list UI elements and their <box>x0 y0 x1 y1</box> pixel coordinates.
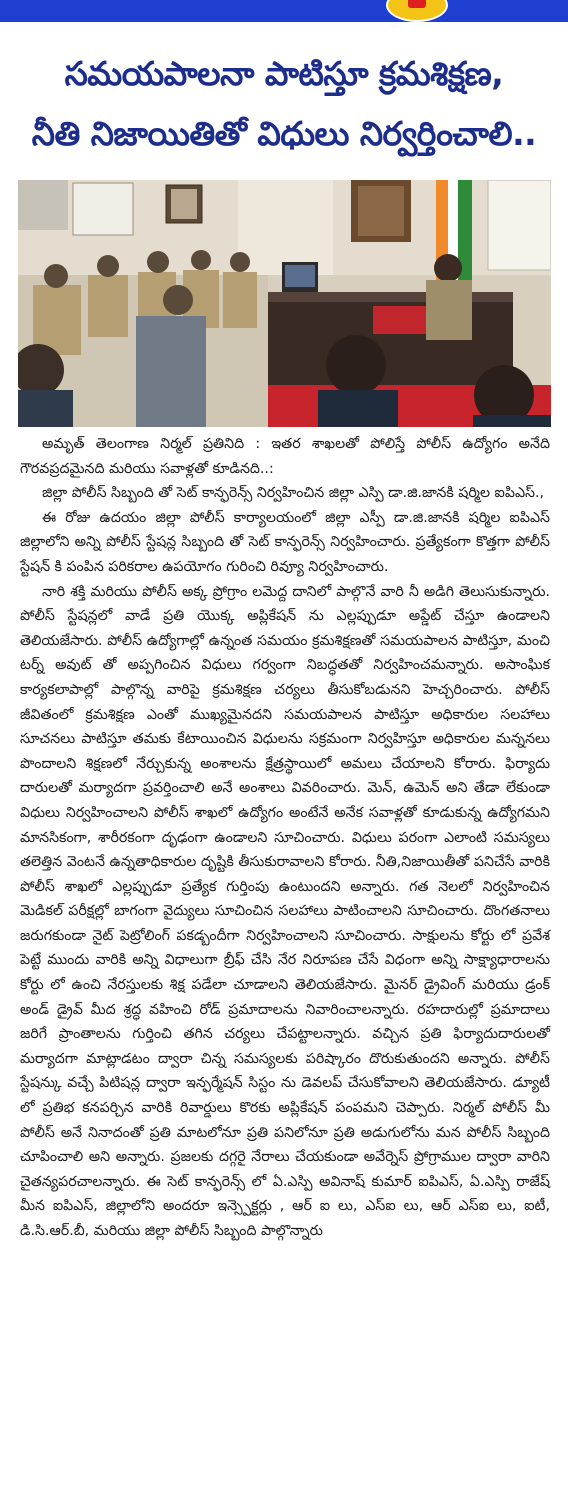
headline-line-2: నీతి నిజాయితితో విధులు నిర్వర్తించాలి.. <box>31 114 537 153</box>
article-paragraph-1: అమృత్ తెలంగాణ నిర్మల్ ప్రతినిది : ఇతర శాఖలతో పోలిస్తే పోలీస్ ఉద్యోగం అనేది గౌరవప్రదమైనది మరియు సవాళ్లతో కూడినది..: <box>20 436 550 477</box>
article-paragraph-3: ఈ రోజు ఉదయం జిల్లా పోలీస్ కార్యాలయంలో జిల్లా ఎస్పీ డా.జి.జానకి షర్మిల ఐపిఎస్ జిల్లాలోని అన్ని పోలీస్ స్టేషన్ల సిబ్బంది తో సెట్ కాన్ఫరెన్స్ నిర్వహించారు. ప్రత్యేకంగా కొత్తగా పోలీస్ స్టేషన్ కి పంపిన పరికరాల ఉపయోగం గురించి రివ్యూ నిర్వహించారు. <box>20 509 550 575</box>
masthead-band <box>0 0 568 22</box>
logo-mark <box>408 0 426 8</box>
article-paragraph-2: జిల్లా పోలీస్ సిబ్బంది తో సెట్ కాన్ఫరెన్స్ నిర్వహించిన జిల్లా ఎస్పి డా.జి.జానకి షర్మిల ఐపిఎస్., <box>42 485 545 502</box>
article-body <box>20 432 550 1244</box>
article-paragraph-4: నారి శక్తి మరియు పోలీస్ అక్క ప్రోగ్రాం లమెద్ద దానిలో పాల్గొనే వారి నీ అడిగి తెలుసుకున్నారు. పోలీస్ స్టేషన్లలో వాడే ప్రతి యొక్క అప్లికేషన్ ను ఎల్లప్పుడూ అప్డేట్ చేస్తూ ఉండాలని తెలియజేసారు. పోలీస్ ఉద్యోగాల్లో ఉన్నంత సమయం క్రమశిక్షణతో సమయపాలన పాటిస్తూ, మంచి టర్న్ అవుట్ తో అప్పగించిన విధులు గర్వంగా నిబద్ధతతో నిర్వహించమన్నారు. అసాంఘిక కార్యకలాపాల్లో పాల్గొన్న వారిపై క్రమశిక్షణ చర్యలు తీసుకోబడునని హెచ్చరించారు. పోలీస్ జీవితంలో క్రమశిక్షణ ఎంతో ముఖ్యమైనదని సమయపాలన పాటిస్తూ అధికారుల సలహాలు సూచనలు పాటిస్తూ తమకు కేటాయించిన విధులను సక్రమంగా నిర్వహిస్తూ అధికారుల మన్ననలు పొందాలని శిక్షణలో నేర్చుకున్న అంశాలను క్షేత్రస్థాయిలో అమలు చేయాలని కోరారు. ఫిర్యాదు దారులతో మర్యాదగా ప్రవర్తించాలి అనే అంశాలు వివరించారు. మెన్, ఉమెన్ అని తేడా లేకుండా విధులు నిర్వహించాలని పోలీస్ శాఖలో ఉద్యోగం అంటేనే అనేక సవాళ్లతో కూడుకున్న ఉద్యోగమని మానసికంగా, శారీరకంగా దృఢంగా ఉండాలని సూచించారు. విధులు పరంగా ఎలాంటి సమస్యలు తలెత్తిన వెంటనే ఉన్నతాధికారుల దృష్టికి తీసుకురావాలని కోరారు. నీతి,నిజాయితీతో పనిచేసే వారికి పోలీస్ శాఖలో ఎల్లప్పుడూ ప్రత్యేక గుర్తింపు ఉంటుందని అన్నారు. గత నెలలో నిర్వహించిన మెడికల్ పరీక్షల్లో బాగంగా వైద్యులు సూచించిన సలహాలు పాటించాలని సూచించారు. దొంగతనాలు జరుగకుండా నైట్ పెట్రోలింగ్ పకడ్బందీగా నిర్వహించాలని సూచించారు. సాక్షులను కోర్టు లో ప్రవేశ పెట్టే ముందు వారికి అన్ని విధాలుగా బ్రీఫ్ చేసి నేర నిరూపణ చేసే విధంగా అన్ని సాక్ష్యాధారాలను కోర్టు లో ఉంచి నేరస్తులకు శిక్ష పడేలా చూడాలని తెలియజేసారు. మైనర్ డ్రైవింగ్ మరియు డ్రంక్ అండ్ డ్రైవ్ మీద శ్రద్ధ వహించి రోడ్ ప్రమాదాలను నివారించాలన్నారు. రహదారుల్లో ప్రమాదాలు జరిగే ప్రాంతాలను గుర్తించి తగిన చర్యలు చేపట్టాలన్నారు. వచ్చిన ప్రతి ఫిర్యాదుదారులతో మర్యాదగా మాట్లాడటం ద్వారా చిన్న సమస్యలకు పరిష్కారం దొరుకుతుందని అన్నారు. పోలీస్ స్టేషన్కు వచ్చే పిటిషన్ల ద్వారా ఇన్ఫర్మేషన్ సిస్టం ను డెవలప్ చేసుకోవాలని తెలియజేసారు. డ్యూటీ లో ప్రతిభ కనపర్చిన వారికి రివార్డులు కొరకు అప్లికేషన్ పంపమని చెప్పారు. నిర్మల్ పోలీస్ మీ పోలీస్ అనే నినాదంతో ప్రతి మాటలోనూ ప్రతి పనిలోనూ ప్రతి అడుగులోను మన పోలీస్ సిబ్బంది చూపించాలి అని అన్నారు. ప్రజలకు దగ్గరై నేరాలు చేయకుండా అవేర్నెస్ ప్రోగ్రాముల ద్వారా వారిని చైతన్యపరచాలన్నారు. ఈ సెట్ కాన్ఫరెన్స్ లో ఏ.ఎస్పి అవినాష్ కుమార్ ఐపిఎస్, ఏ.ఎస్పి రాజేష్ మీన ఐపిఎస్, జిల్లాలోని అందరూ ఇన్స్పెక్టర్లు , ఆర్ ఐ లు, ఎస్ఐ లు, ఆర్ ఎస్ఐ లు, ఐటీ, డి.సి.ఆర్.బీ, మరియు జిల్లా పోలీస్ సిబ్బంది పాల్గొన్నారు <box>20 583 550 1239</box>
meeting-photo-icon <box>18 180 551 427</box>
headline-line-1: సమయపాలనా పాటిస్తూ క్రమశిక్షణ, <box>64 54 504 93</box>
headline <box>20 44 548 164</box>
newspaper-logo-icon <box>386 0 448 22</box>
